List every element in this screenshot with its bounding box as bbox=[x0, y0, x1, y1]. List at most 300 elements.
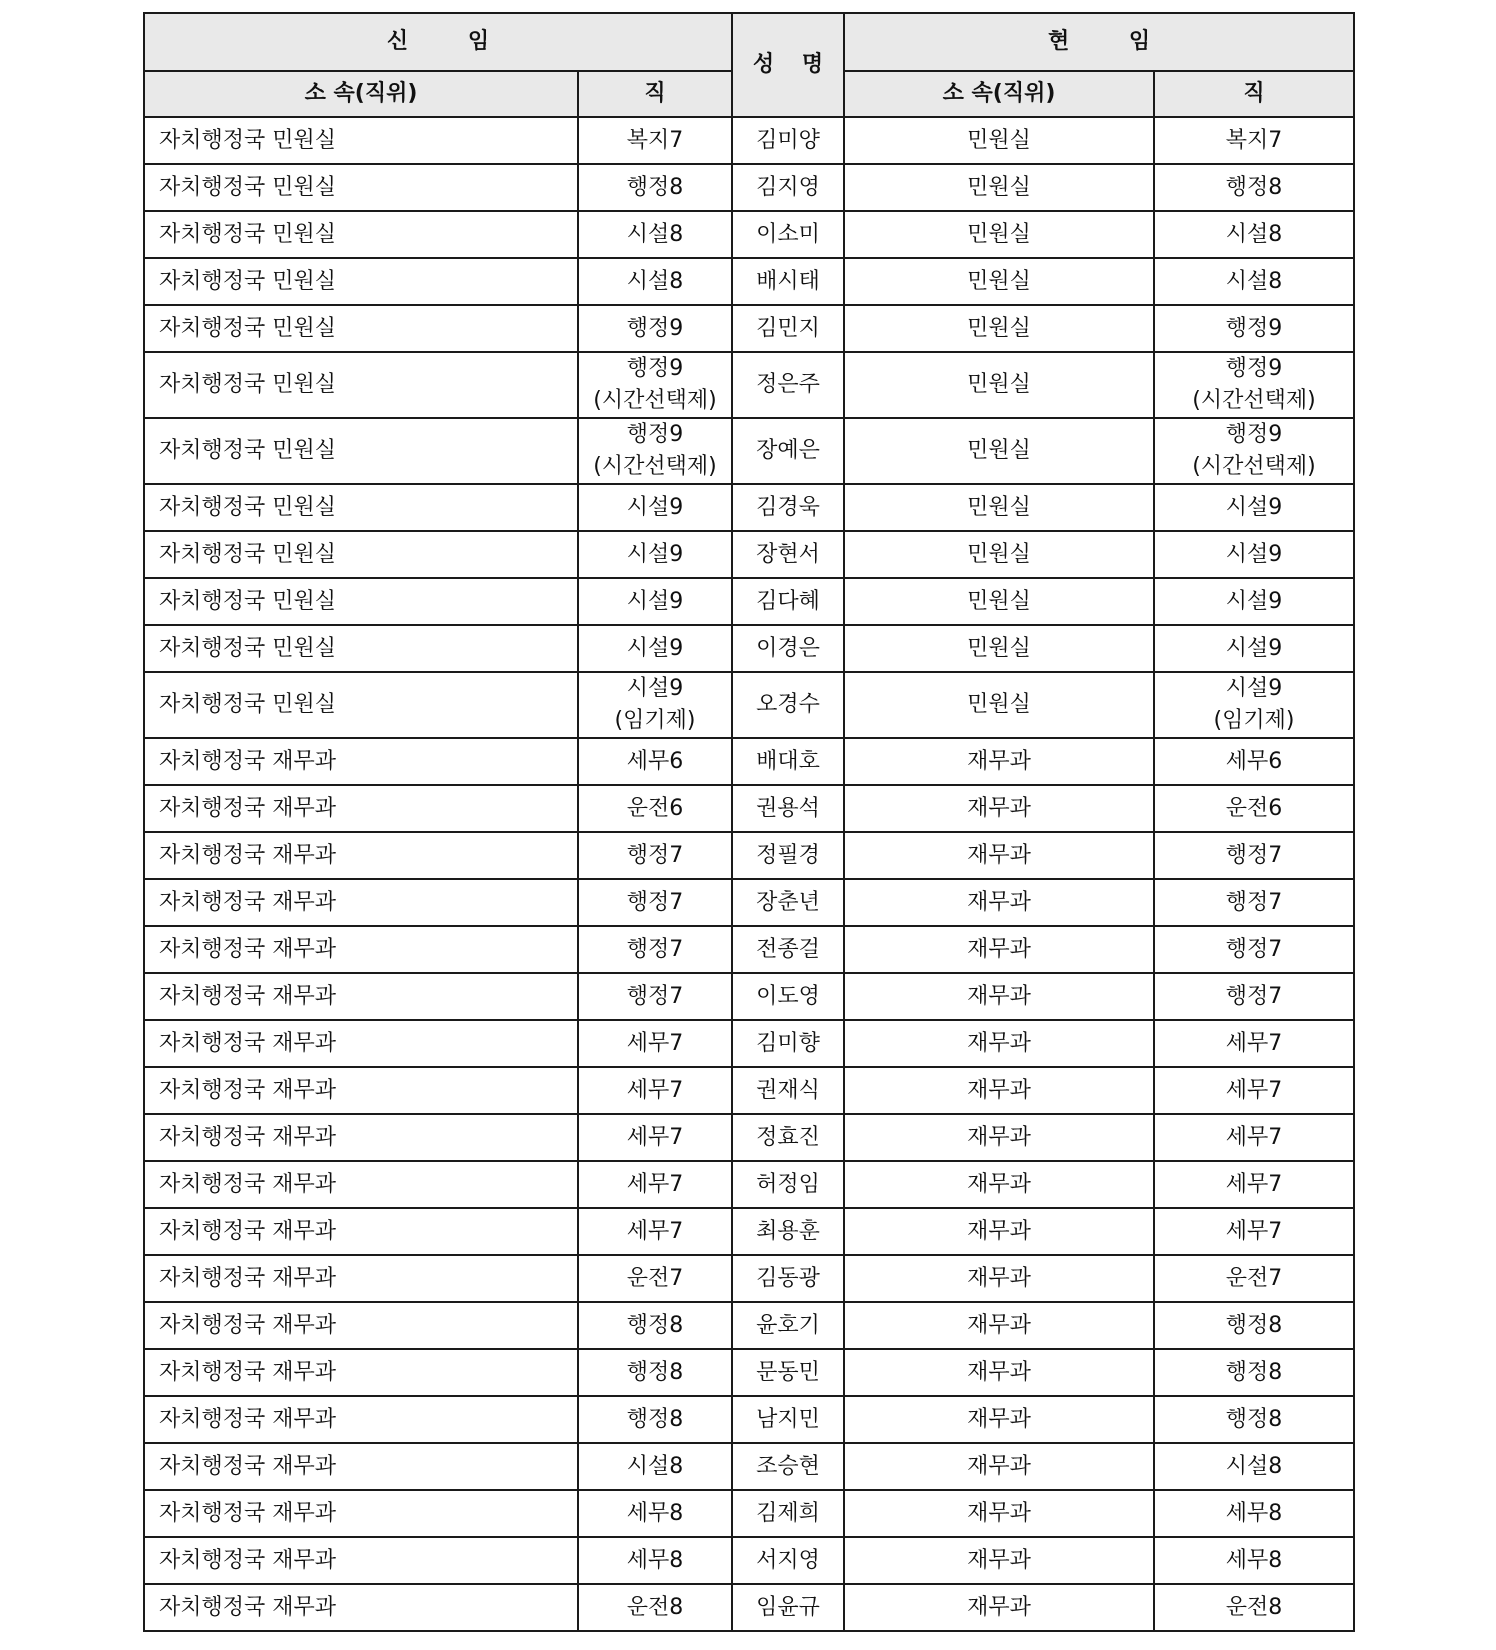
name-cell bbox=[732, 1537, 844, 1584]
name-cell bbox=[732, 1443, 844, 1490]
current-affiliation-cell-text: 민원실 bbox=[967, 438, 1031, 463]
new-position-cell bbox=[578, 1161, 732, 1208]
new-affiliation-cell bbox=[144, 418, 578, 484]
current-affiliation-cell-text: 재무과 bbox=[967, 1594, 1031, 1620]
new-affiliation-cell-text: 자치행정국 재무과 bbox=[159, 1077, 337, 1103]
new-affiliation-cell bbox=[144, 1584, 578, 1631]
current-affiliation-cell bbox=[844, 531, 1154, 578]
name-cell-text: 정필경 bbox=[756, 842, 820, 868]
current-affiliation-cell bbox=[844, 211, 1154, 258]
name-cell-text: 권용석 bbox=[756, 795, 820, 821]
current-affiliation-cell-text: 민원실 bbox=[967, 372, 1031, 397]
current-position-cell bbox=[1154, 1349, 1354, 1396]
new-position-cell-text: 행정7 bbox=[626, 842, 684, 868]
new-affiliation-cell-text: 자치행정국 민원실 bbox=[159, 635, 337, 661]
name-cell bbox=[732, 305, 844, 352]
new-affiliation-cell-text: 자치행정국 재무과 bbox=[159, 1500, 337, 1526]
current-position-cell-text: 행정9 bbox=[1225, 315, 1283, 341]
new-position-cell bbox=[578, 1255, 732, 1302]
name-cell-text: 문동민 bbox=[756, 1359, 820, 1385]
new-affiliation-cell-text: 자치행정국 민원실 bbox=[159, 692, 337, 717]
name-cell-text: 이경은 bbox=[756, 635, 820, 661]
current-position-cell-note: (시간선택제) bbox=[1192, 388, 1316, 413]
new-affiliation-cell-text: 자치행정국 재무과 bbox=[159, 842, 337, 868]
current-position-cell bbox=[1154, 1114, 1354, 1161]
current-affiliation-cell bbox=[844, 418, 1154, 484]
new-affiliation-cell bbox=[144, 117, 578, 164]
current-position-cell bbox=[1154, 879, 1354, 926]
current-position-cell bbox=[1154, 211, 1354, 258]
current-position-cell bbox=[1154, 305, 1354, 352]
current-affiliation-cell bbox=[844, 578, 1154, 625]
new-affiliation-cell bbox=[144, 672, 578, 738]
name-cell bbox=[732, 1114, 844, 1161]
current-position-cell bbox=[1154, 1302, 1354, 1349]
new-position-cell bbox=[578, 531, 732, 578]
name-cell bbox=[732, 578, 844, 625]
name-cell bbox=[732, 211, 844, 258]
current-position-cell bbox=[1154, 578, 1354, 625]
current-affiliation-cell bbox=[844, 1537, 1154, 1584]
table-row bbox=[144, 672, 1354, 738]
current-position-cell bbox=[1154, 926, 1354, 973]
new-affiliation-cell bbox=[144, 1396, 578, 1443]
new-position-cell bbox=[578, 625, 732, 672]
current-affiliation-cell-text: 재무과 bbox=[967, 936, 1031, 962]
current-position-cell-text: 행정9 bbox=[1225, 356, 1283, 381]
name-cell-text: 허정임 bbox=[756, 1171, 820, 1197]
new-position-cell bbox=[578, 1114, 732, 1161]
name-cell bbox=[732, 117, 844, 164]
name-cell bbox=[732, 1302, 844, 1349]
current-affiliation-cell-text: 민원실 bbox=[967, 692, 1031, 717]
table-row bbox=[144, 1584, 1354, 1631]
current-affiliation-cell-text: 재무과 bbox=[967, 1171, 1031, 1197]
name-cell-text: 전종걸 bbox=[756, 936, 820, 962]
name-cell bbox=[732, 1584, 844, 1631]
new-affiliation-cell-text: 자치행정국 민원실 bbox=[159, 541, 337, 567]
current-affiliation-cell bbox=[844, 1114, 1154, 1161]
table-row bbox=[144, 879, 1354, 926]
new-affiliation-cell-text: 자치행정국 재무과 bbox=[159, 1406, 337, 1432]
name-cell bbox=[732, 926, 844, 973]
current-affiliation-cell bbox=[844, 1255, 1154, 1302]
current-affiliation-cell-text: 민원실 bbox=[967, 588, 1031, 614]
current-position-cell-text: 운전8 bbox=[1225, 1594, 1283, 1620]
new-position-cell bbox=[578, 1443, 732, 1490]
current-position-cell-note: (임기제) bbox=[1213, 708, 1295, 733]
new-position-cell-text: 세무7 bbox=[626, 1124, 684, 1150]
new-position-cell bbox=[578, 785, 732, 832]
new-affiliation-cell-text: 자치행정국 재무과 bbox=[159, 748, 337, 774]
current-affiliation-cell bbox=[844, 1584, 1154, 1631]
new-affiliation-cell bbox=[144, 832, 578, 879]
table-row bbox=[144, 1302, 1354, 1349]
new-position-cell bbox=[578, 926, 732, 973]
current-position-cell-text: 행정7 bbox=[1225, 936, 1283, 962]
current-affiliation-cell-text: 재무과 bbox=[967, 889, 1031, 915]
new-affiliation-cell-text: 자치행정국 재무과 bbox=[159, 795, 337, 821]
new-affiliation-cell-text: 자치행정국 재무과 bbox=[159, 1171, 337, 1197]
current-affiliation-cell bbox=[844, 1490, 1154, 1537]
name-cell bbox=[732, 738, 844, 785]
table-row bbox=[144, 352, 1354, 418]
name-cell-text: 남지민 bbox=[756, 1406, 820, 1432]
name-cell-text: 김제희 bbox=[756, 1500, 820, 1526]
current-affiliation-cell bbox=[844, 1396, 1154, 1443]
current-position-cell bbox=[1154, 1020, 1354, 1067]
current-position-cell-text: 복지7 bbox=[1225, 127, 1283, 153]
new-affiliation-cell-text: 자치행정국 재무과 bbox=[159, 1594, 337, 1620]
new-position-cell-text: 복지7 bbox=[626, 127, 684, 153]
header-new-affiliation: 소 속(직위) bbox=[144, 71, 578, 117]
current-position-cell-text: 시설9 bbox=[1225, 635, 1283, 661]
current-position-cell-text: 행정8 bbox=[1225, 1312, 1283, 1338]
new-position-cell bbox=[578, 738, 732, 785]
new-affiliation-cell-text: 자치행정국 재무과 bbox=[159, 1359, 337, 1385]
new-position-cell-text: 시설9 bbox=[626, 635, 684, 661]
new-affiliation-cell-text: 자치행정국 민원실 bbox=[159, 221, 337, 247]
new-position-cell bbox=[578, 1396, 732, 1443]
current-position-cell-text: 시설8 bbox=[1225, 221, 1283, 247]
current-affiliation-cell-text: 재무과 bbox=[967, 1077, 1031, 1103]
new-affiliation-cell-text: 자치행정국 재무과 bbox=[159, 1030, 337, 1056]
name-cell-text: 이소미 bbox=[756, 221, 820, 247]
new-affiliation-cell-text: 자치행정국 민원실 bbox=[159, 438, 337, 463]
new-position-cell bbox=[578, 164, 732, 211]
current-position-cell-text: 세무7 bbox=[1225, 1124, 1283, 1150]
table-row bbox=[144, 1255, 1354, 1302]
name-cell-text: 김지영 bbox=[756, 174, 820, 200]
new-affiliation-cell bbox=[144, 484, 578, 531]
new-position-cell-text: 운전7 bbox=[626, 1265, 684, 1291]
new-position-cell bbox=[578, 1490, 732, 1537]
new-affiliation-cell bbox=[144, 1490, 578, 1537]
table-row bbox=[144, 531, 1354, 578]
name-cell bbox=[732, 625, 844, 672]
new-position-cell-text: 세무8 bbox=[626, 1500, 684, 1526]
new-position-cell-text: 세무7 bbox=[626, 1030, 684, 1056]
new-position-cell bbox=[578, 305, 732, 352]
table-row bbox=[144, 1490, 1354, 1537]
new-position-cell-note: (시간선택제) bbox=[593, 388, 717, 413]
new-affiliation-cell-text: 자치행정국 민원실 bbox=[159, 588, 337, 614]
new-position-cell-text: 행정7 bbox=[626, 983, 684, 1009]
current-position-cell bbox=[1154, 1584, 1354, 1631]
new-position-cell bbox=[578, 1584, 732, 1631]
current-affiliation-cell-text: 재무과 bbox=[967, 795, 1031, 821]
new-affiliation-cell-text: 자치행정국 재무과 bbox=[159, 1453, 337, 1479]
current-position-cell bbox=[1154, 625, 1354, 672]
current-position-cell bbox=[1154, 785, 1354, 832]
current-affiliation-cell-text: 민원실 bbox=[967, 635, 1031, 661]
name-cell-text: 배시태 bbox=[756, 268, 820, 294]
current-position-cell-text: 세무8 bbox=[1225, 1500, 1283, 1526]
current-position-cell bbox=[1154, 1067, 1354, 1114]
current-position-cell bbox=[1154, 1443, 1354, 1490]
new-affiliation-cell-text: 자치행정국 재무과 bbox=[159, 983, 337, 1009]
table-row bbox=[144, 625, 1354, 672]
current-position-cell-text: 운전7 bbox=[1225, 1265, 1283, 1291]
current-position-cell-text: 세무7 bbox=[1225, 1218, 1283, 1244]
table-row bbox=[144, 211, 1354, 258]
new-position-cell bbox=[578, 258, 732, 305]
current-position-cell bbox=[1154, 672, 1354, 738]
current-position-cell bbox=[1154, 531, 1354, 578]
name-cell bbox=[732, 1020, 844, 1067]
current-position-cell-text: 행정7 bbox=[1225, 842, 1283, 868]
new-affiliation-cell-text: 자치행정국 민원실 bbox=[159, 127, 337, 153]
new-position-cell bbox=[578, 1067, 732, 1114]
new-affiliation-cell bbox=[144, 625, 578, 672]
new-position-cell bbox=[578, 1020, 732, 1067]
current-affiliation-cell bbox=[844, 1443, 1154, 1490]
current-affiliation-cell-text: 민원실 bbox=[967, 174, 1031, 200]
name-cell-text: 장춘년 bbox=[756, 889, 820, 915]
current-position-cell bbox=[1154, 258, 1354, 305]
new-position-cell-text: 시설9 bbox=[626, 676, 684, 701]
name-cell-text: 이도영 bbox=[756, 983, 820, 1009]
current-affiliation-cell bbox=[844, 258, 1154, 305]
new-affiliation-cell-text: 자치행정국 재무과 bbox=[159, 936, 337, 962]
new-position-cell-text: 행정8 bbox=[626, 174, 684, 200]
current-affiliation-cell bbox=[844, 1302, 1154, 1349]
current-position-cell bbox=[1154, 973, 1354, 1020]
new-position-cell bbox=[578, 484, 732, 531]
name-cell-text: 김다혜 bbox=[756, 588, 820, 614]
current-position-cell-text: 시설9 bbox=[1225, 541, 1283, 567]
current-affiliation-cell-text: 재무과 bbox=[967, 983, 1031, 1009]
current-position-cell-text: 시설8 bbox=[1225, 1453, 1283, 1479]
new-affiliation-cell-text: 자치행정국 민원실 bbox=[159, 174, 337, 200]
name-cell bbox=[732, 1396, 844, 1443]
name-cell bbox=[732, 258, 844, 305]
table-row bbox=[144, 1537, 1354, 1584]
new-affiliation-cell-text: 자치행정국 재무과 bbox=[159, 1312, 337, 1338]
new-affiliation-cell bbox=[144, 1020, 578, 1067]
current-position-cell-text: 시설9 bbox=[1225, 676, 1283, 701]
name-cell-text: 김민지 bbox=[756, 315, 820, 341]
new-affiliation-cell bbox=[144, 211, 578, 258]
name-cell-text: 서지영 bbox=[756, 1547, 820, 1573]
current-affiliation-cell bbox=[844, 484, 1154, 531]
name-cell bbox=[732, 672, 844, 738]
name-cell bbox=[732, 1208, 844, 1255]
name-cell-text: 김미향 bbox=[756, 1030, 820, 1056]
new-position-cell-text: 세무7 bbox=[626, 1171, 684, 1197]
current-affiliation-cell bbox=[844, 1067, 1154, 1114]
name-cell bbox=[732, 879, 844, 926]
current-position-cell-text: 세무8 bbox=[1225, 1547, 1283, 1573]
new-affiliation-cell bbox=[144, 785, 578, 832]
new-position-cell-text: 세무8 bbox=[626, 1547, 684, 1573]
table-row bbox=[144, 785, 1354, 832]
new-affiliation-cell-text: 자치행정국 재무과 bbox=[159, 889, 337, 915]
new-position-cell-text: 세무6 bbox=[626, 748, 684, 774]
new-affiliation-cell bbox=[144, 926, 578, 973]
table-row bbox=[144, 973, 1354, 1020]
current-position-cell bbox=[1154, 1396, 1354, 1443]
current-position-cell-text: 행정8 bbox=[1225, 174, 1283, 200]
new-position-cell-text: 시설8 bbox=[626, 1453, 684, 1479]
current-position-cell-text: 행정8 bbox=[1225, 1406, 1283, 1432]
name-cell bbox=[732, 973, 844, 1020]
current-position-cell bbox=[1154, 117, 1354, 164]
name-cell-text: 조승현 bbox=[756, 1453, 820, 1479]
current-position-cell-text: 세무7 bbox=[1225, 1171, 1283, 1197]
current-position-cell-text: 행정7 bbox=[1225, 983, 1283, 1009]
current-position-cell bbox=[1154, 484, 1354, 531]
new-position-cell-text: 행정9 bbox=[626, 356, 684, 381]
current-affiliation-cell bbox=[844, 625, 1154, 672]
current-affiliation-cell-text: 민원실 bbox=[967, 315, 1031, 341]
new-affiliation-cell-text: 자치행정국 재무과 bbox=[159, 1124, 337, 1150]
current-affiliation-cell bbox=[844, 1020, 1154, 1067]
current-affiliation-cell-text: 재무과 bbox=[967, 1030, 1031, 1056]
new-position-cell-text: 시설9 bbox=[626, 541, 684, 567]
new-affiliation-cell-text: 자치행정국 민원실 bbox=[159, 315, 337, 341]
current-position-cell bbox=[1154, 1161, 1354, 1208]
new-position-cell bbox=[578, 832, 732, 879]
table-row bbox=[144, 418, 1354, 484]
new-affiliation-cell bbox=[144, 578, 578, 625]
name-cell-text: 권재식 bbox=[756, 1077, 820, 1103]
table-row bbox=[144, 926, 1354, 973]
table-row bbox=[144, 1443, 1354, 1490]
new-position-cell-text: 행정9 bbox=[626, 422, 684, 447]
new-position-cell bbox=[578, 1208, 732, 1255]
new-position-cell-text: 세무7 bbox=[626, 1218, 684, 1244]
new-affiliation-cell bbox=[144, 1114, 578, 1161]
current-affiliation-cell bbox=[844, 879, 1154, 926]
name-cell bbox=[732, 418, 844, 484]
new-affiliation-cell bbox=[144, 258, 578, 305]
new-affiliation-cell bbox=[144, 1443, 578, 1490]
current-affiliation-cell bbox=[844, 352, 1154, 418]
table-row bbox=[144, 305, 1354, 352]
new-position-cell-text: 행정7 bbox=[626, 936, 684, 962]
new-position-cell-text: 시설9 bbox=[626, 588, 684, 614]
current-affiliation-cell bbox=[844, 832, 1154, 879]
current-position-cell bbox=[1154, 832, 1354, 879]
new-position-cell-text: 행정8 bbox=[626, 1312, 684, 1338]
new-position-cell-text: 시설8 bbox=[626, 221, 684, 247]
current-position-cell-text: 행정7 bbox=[1225, 889, 1283, 915]
table-row bbox=[144, 1161, 1354, 1208]
current-affiliation-cell bbox=[844, 164, 1154, 211]
current-affiliation-cell bbox=[844, 738, 1154, 785]
new-affiliation-cell bbox=[144, 1349, 578, 1396]
name-cell-text: 장예은 bbox=[756, 438, 820, 463]
name-cell-text: 임윤규 bbox=[756, 1594, 820, 1620]
new-affiliation-cell bbox=[144, 1161, 578, 1208]
current-affiliation-cell bbox=[844, 1349, 1154, 1396]
current-position-cell-text: 시설8 bbox=[1225, 268, 1283, 294]
new-affiliation-cell bbox=[144, 1537, 578, 1584]
table-row bbox=[144, 1349, 1354, 1396]
current-position-cell-text: 세무7 bbox=[1225, 1077, 1283, 1103]
header-current-affiliation: 소 속(직위) bbox=[844, 71, 1154, 117]
new-affiliation-cell bbox=[144, 305, 578, 352]
current-affiliation-cell-text: 민원실 bbox=[967, 221, 1031, 247]
personnel-table bbox=[143, 12, 1355, 1632]
table-row bbox=[144, 1208, 1354, 1255]
new-position-cell-text: 시설9 bbox=[626, 494, 684, 520]
current-affiliation-cell-text: 민원실 bbox=[967, 127, 1031, 153]
table-row bbox=[144, 258, 1354, 305]
table-header bbox=[144, 13, 1354, 117]
current-position-cell bbox=[1154, 1255, 1354, 1302]
new-affiliation-cell-text: 자치행정국 재무과 bbox=[159, 1218, 337, 1244]
new-position-cell-text: 행정9 bbox=[626, 315, 684, 341]
current-position-cell-text: 세무6 bbox=[1225, 748, 1283, 774]
table-row bbox=[144, 1396, 1354, 1443]
name-cell-text: 윤호기 bbox=[756, 1312, 820, 1338]
new-position-cell bbox=[578, 117, 732, 164]
current-position-cell bbox=[1154, 738, 1354, 785]
current-affiliation-cell-text: 재무과 bbox=[967, 1500, 1031, 1526]
name-cell bbox=[732, 164, 844, 211]
table-row bbox=[144, 1020, 1354, 1067]
current-affiliation-cell-text: 민원실 bbox=[967, 494, 1031, 520]
name-cell bbox=[732, 1161, 844, 1208]
new-position-cell bbox=[578, 1302, 732, 1349]
current-affiliation-cell-text: 재무과 bbox=[967, 1312, 1031, 1338]
name-cell-text: 김경욱 bbox=[756, 494, 820, 520]
table-row bbox=[144, 1067, 1354, 1114]
current-position-cell bbox=[1154, 1537, 1354, 1584]
new-position-cell bbox=[578, 352, 732, 418]
name-cell-text: 장현서 bbox=[756, 541, 820, 567]
current-affiliation-cell bbox=[844, 305, 1154, 352]
new-position-cell-note: (시간선택제) bbox=[593, 454, 717, 479]
new-position-cell bbox=[578, 973, 732, 1020]
new-position-cell-text: 행정8 bbox=[626, 1406, 684, 1432]
current-position-cell bbox=[1154, 164, 1354, 211]
name-cell bbox=[732, 531, 844, 578]
current-affiliation-cell-text: 민원실 bbox=[967, 541, 1031, 567]
table-body bbox=[144, 117, 1354, 1631]
header-name: 성 명 bbox=[732, 13, 844, 117]
current-affiliation-cell-text: 재무과 bbox=[967, 842, 1031, 868]
new-position-cell bbox=[578, 672, 732, 738]
current-affiliation-cell-text: 재무과 bbox=[967, 1453, 1031, 1479]
new-position-cell bbox=[578, 578, 732, 625]
new-affiliation-cell bbox=[144, 973, 578, 1020]
current-position-cell-text: 세무7 bbox=[1225, 1030, 1283, 1056]
name-cell bbox=[732, 352, 844, 418]
name-cell bbox=[732, 1255, 844, 1302]
current-affiliation-cell bbox=[844, 1208, 1154, 1255]
current-affiliation-cell bbox=[844, 926, 1154, 973]
current-position-cell-text: 시설9 bbox=[1225, 588, 1283, 614]
current-affiliation-cell bbox=[844, 973, 1154, 1020]
new-position-cell bbox=[578, 418, 732, 484]
table-row bbox=[144, 484, 1354, 531]
name-cell-text: 김미양 bbox=[756, 127, 820, 153]
current-position-cell-text: 운전6 bbox=[1225, 795, 1283, 821]
current-affiliation-cell-text: 민원실 bbox=[967, 268, 1031, 294]
new-affiliation-cell bbox=[144, 879, 578, 926]
table-row bbox=[144, 117, 1354, 164]
new-position-cell-text: 시설8 bbox=[626, 268, 684, 294]
new-affiliation-cell bbox=[144, 1067, 578, 1114]
current-affiliation-cell bbox=[844, 1161, 1154, 1208]
header-current-post: 현 임 bbox=[844, 13, 1354, 71]
current-affiliation-cell bbox=[844, 785, 1154, 832]
current-affiliation-cell-text: 재무과 bbox=[967, 1218, 1031, 1244]
current-position-cell-note: (시간선택제) bbox=[1192, 454, 1316, 479]
